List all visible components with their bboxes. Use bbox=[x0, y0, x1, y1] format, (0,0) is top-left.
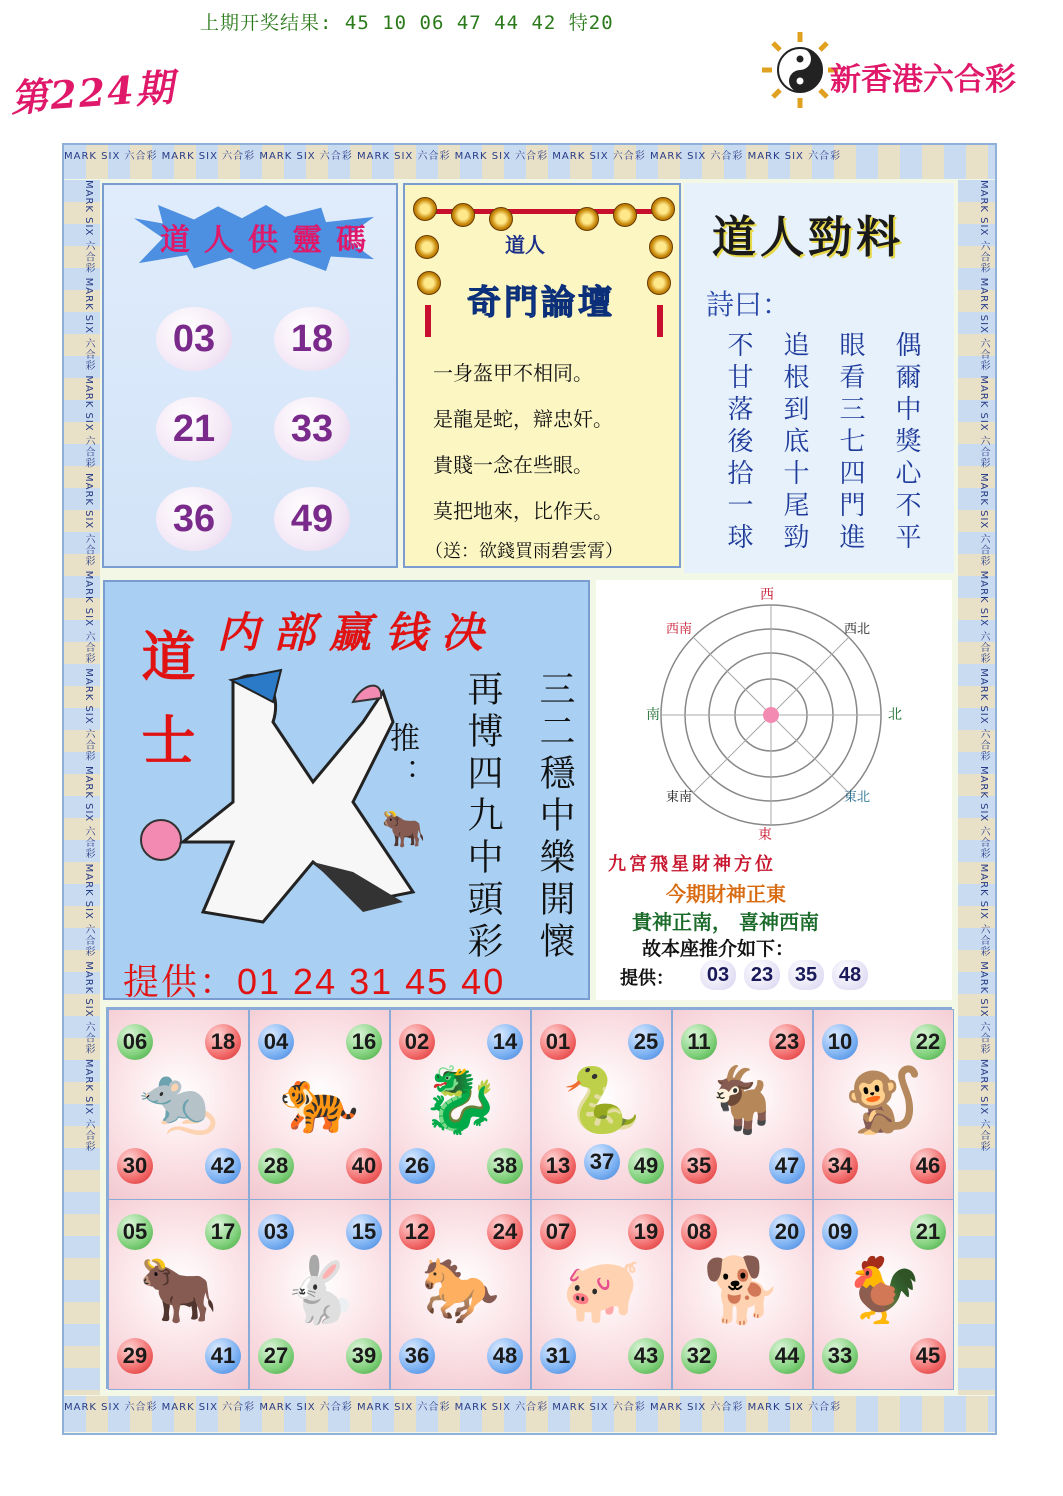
number-ball: 27 bbox=[258, 1338, 294, 1374]
zodiac-cell-dragon bbox=[390, 1009, 531, 1200]
number-ball: 23 bbox=[769, 1024, 805, 1060]
zodiac-cell-monkey bbox=[813, 1009, 954, 1200]
poem-line: 莫把地來，比作天。 bbox=[433, 499, 613, 523]
recommend-intro: 故本座推介如下： bbox=[642, 938, 795, 960]
number-ball: 32 bbox=[681, 1338, 717, 1374]
number-ball: 07 bbox=[540, 1214, 576, 1250]
number-ball: 46 bbox=[910, 1148, 946, 1184]
red-ribbon bbox=[425, 305, 431, 337]
direction-northwest: 西北 bbox=[844, 622, 871, 637]
number-ball: 37 bbox=[584, 1144, 620, 1180]
verse-column: 偶爾中獎心不平 bbox=[891, 331, 921, 555]
coin-icon bbox=[651, 197, 675, 221]
number-ball: 39 bbox=[346, 1338, 382, 1374]
verse-column: 不甘落後拾一球 bbox=[723, 331, 753, 555]
zodiac-cell-tiger bbox=[249, 1009, 390, 1200]
zodiac-cell-pig bbox=[531, 1199, 672, 1390]
ox-icon: 🐂 bbox=[138, 1254, 219, 1328]
rabbit-icon: 🐇 bbox=[279, 1254, 360, 1328]
recommended-number: 03 bbox=[700, 960, 736, 990]
last-draw-result: 上期开奖结果: 45 10 06 47 44 42 特20 bbox=[200, 12, 614, 34]
taoist-label: 道士 bbox=[133, 628, 197, 796]
number-ball: 20 bbox=[769, 1214, 805, 1250]
coin-icon bbox=[451, 203, 475, 227]
zodiac-cell-horse bbox=[390, 1199, 531, 1390]
number-ball: 10 bbox=[822, 1024, 858, 1060]
direction-west: 西 bbox=[760, 587, 774, 603]
forum-title: 奇門論壇 bbox=[467, 283, 615, 323]
forum-subtitle: 道人 bbox=[505, 233, 545, 257]
lucky-numbers-title bbox=[124, 199, 380, 279]
number-ball: 34 bbox=[822, 1148, 858, 1184]
border-top: MARK SIX 六合彩 MARK SIX 六合彩 MARK SIX 六合彩 MARK SIX 六合彩 MARK SIX 六合彩 MARK SIX 六合彩 MARK SIX 六合彩 MARK SIX 六合彩 bbox=[64, 145, 995, 179]
number-ball: 41 bbox=[205, 1338, 241, 1374]
coin-icon bbox=[417, 271, 441, 295]
goat-icon: 🐐 bbox=[702, 1064, 783, 1138]
number-ball: 14 bbox=[487, 1024, 523, 1060]
coin-icon bbox=[613, 203, 637, 227]
lucky-number: 21 bbox=[156, 397, 232, 461]
number-ball: 40 bbox=[346, 1148, 382, 1184]
secret-title: 内部赢钱决 bbox=[217, 608, 498, 657]
taoist-secret-panel bbox=[103, 580, 590, 1000]
number-ball: 15 bbox=[346, 1214, 382, 1250]
number-ball: 25 bbox=[628, 1024, 664, 1060]
coin-icon bbox=[489, 207, 513, 231]
number-ball: 04 bbox=[258, 1024, 294, 1060]
coin-icon bbox=[649, 235, 673, 259]
number-ball: 29 bbox=[117, 1338, 153, 1374]
number-ball: 13 bbox=[540, 1148, 576, 1184]
zodiac-cell-rabbit bbox=[249, 1199, 390, 1390]
number-ball: 47 bbox=[769, 1148, 805, 1184]
number-ball: 38 bbox=[487, 1148, 523, 1184]
dog-icon: 🐕 bbox=[702, 1254, 783, 1328]
snake-icon: 🐍 bbox=[561, 1064, 642, 1138]
daoren-tips-panel bbox=[684, 183, 954, 573]
number-ball: 02 bbox=[399, 1024, 435, 1060]
direction-northeast: 東北 bbox=[844, 790, 871, 805]
lucky-numbers-panel bbox=[102, 183, 398, 568]
number-ball: 49 bbox=[628, 1148, 664, 1184]
provide-label: 提供： bbox=[620, 968, 674, 989]
number-ball: 21 bbox=[910, 1214, 946, 1250]
direction-north: 北 bbox=[888, 707, 902, 723]
lucky-numbers-heading: 道人供靈碼 bbox=[160, 223, 380, 258]
lucky-number: 33 bbox=[274, 397, 350, 461]
border-right: MARK SIX 六合彩 MARK SIX 六合彩 MARK SIX 六合彩 MARK SIX 六合彩 MARK SIX 六合彩 MARK SIX 六合彩 MARK SIX 六合彩 MARK SIX 六合彩 MARK SIX 六合彩 MARK SIX 六合彩 bbox=[958, 180, 995, 1395]
lucky-number: 36 bbox=[156, 487, 232, 551]
poem-line: 一身盔甲不相同。 bbox=[433, 361, 593, 385]
number-ball: 12 bbox=[399, 1214, 435, 1250]
verse-column: 追根到底十尾勁 bbox=[779, 331, 809, 555]
recommended-number: 23 bbox=[744, 960, 780, 990]
number-ball: 24 bbox=[487, 1214, 523, 1250]
zodiac-cell-rat bbox=[108, 1009, 249, 1200]
issue-number: 第224期 bbox=[8, 64, 177, 121]
number-ball: 11 bbox=[681, 1024, 717, 1060]
zodiac-cell-dog bbox=[672, 1199, 813, 1390]
poem-intro: 詩曰： bbox=[706, 288, 791, 321]
direction-south: 南 bbox=[646, 707, 660, 723]
rooster-icon: 🐓 bbox=[843, 1254, 924, 1328]
zodiac-cell-rooster bbox=[813, 1199, 954, 1390]
verse-column: 三二穩中樂開懷 bbox=[534, 670, 575, 964]
red-ribbon bbox=[657, 305, 663, 337]
number-ball: 42 bbox=[205, 1148, 241, 1184]
number-ball: 17 bbox=[205, 1214, 241, 1250]
recommend-label: 推： bbox=[384, 722, 419, 794]
number-ball: 22 bbox=[910, 1024, 946, 1060]
zodiac-number-grid bbox=[106, 1007, 952, 1389]
compass-heading: 九宮飛星財神方位 bbox=[608, 854, 776, 875]
yin-yang-icon bbox=[760, 30, 840, 110]
zodiac-cell-ox bbox=[108, 1199, 249, 1390]
brand-name: 新香港六合彩 bbox=[830, 62, 1016, 98]
number-ball: 08 bbox=[681, 1214, 717, 1250]
zodiac-cell-snake bbox=[531, 1009, 672, 1200]
lucky-number: 49 bbox=[274, 487, 350, 551]
pig-icon: 🐖 bbox=[561, 1254, 642, 1328]
lucky-number: 03 bbox=[156, 307, 232, 371]
number-ball: 48 bbox=[487, 1338, 523, 1374]
direction-southeast: 東南 bbox=[666, 790, 693, 805]
coin-icon bbox=[647, 271, 671, 295]
number-ball: 26 bbox=[399, 1148, 435, 1184]
monkey-icon: 🐒 bbox=[843, 1064, 924, 1138]
tiger-icon: 🐅 bbox=[279, 1064, 360, 1138]
direction-east: 東 bbox=[758, 827, 772, 843]
coin-icon bbox=[575, 207, 599, 231]
number-ball: 16 bbox=[346, 1024, 382, 1060]
poem-line: 貴賤一念在些眼。 bbox=[433, 453, 593, 477]
rat-icon: 🐀 bbox=[138, 1064, 219, 1138]
number-ball: 30 bbox=[117, 1148, 153, 1184]
number-ball: 33 bbox=[822, 1338, 858, 1374]
number-ball: 36 bbox=[399, 1338, 435, 1374]
number-ball: 05 bbox=[117, 1214, 153, 1250]
lucky-number: 18 bbox=[274, 307, 350, 371]
number-ball: 06 bbox=[117, 1024, 153, 1060]
forum-poem-panel bbox=[403, 183, 681, 568]
brand-logo bbox=[760, 30, 1050, 110]
border-left: MARK SIX 六合彩 MARK SIX 六合彩 MARK SIX 六合彩 MARK SIX 六合彩 MARK SIX 六合彩 MARK SIX 六合彩 MARK SIX 六合彩 MARK SIX 六合彩 MARK SIX 六合彩 MARK SIX 六合彩 bbox=[64, 180, 100, 1395]
number-ball: 31 bbox=[540, 1338, 576, 1374]
number-ball: 43 bbox=[628, 1338, 664, 1374]
number-ball: 18 bbox=[205, 1024, 241, 1060]
poem-sender: （送：欲錢買雨碧雲霄） bbox=[425, 541, 623, 562]
provided-numbers: 提供：01 24 31 45 40 bbox=[123, 961, 506, 1002]
border-bottom: MARK SIX 六合彩 MARK SIX 六合彩 MARK SIX 六合彩 MARK SIX 六合彩 MARK SIX 六合彩 MARK SIX 六合彩 MARK SIX 六合彩 MARK SIX 六合彩 bbox=[64, 1396, 995, 1432]
noble-joy-direction: 貴神正南， 喜神西南 bbox=[632, 910, 819, 934]
verse-column: 再博四九中頭彩 bbox=[462, 670, 503, 964]
dragon-icon: 🐉 bbox=[420, 1064, 501, 1138]
wealth-god-direction: 今期財神正東 bbox=[666, 882, 786, 906]
number-ball: 44 bbox=[769, 1338, 805, 1374]
horse-icon: 🐎 bbox=[420, 1254, 501, 1328]
number-ball: 28 bbox=[258, 1148, 294, 1184]
direction-southwest: 西南 bbox=[666, 622, 693, 637]
recommended-number: 35 bbox=[788, 960, 824, 990]
number-ball: 01 bbox=[540, 1024, 576, 1060]
number-ball: 03 bbox=[258, 1214, 294, 1250]
poem-line: 是龍是蛇，辯忠奸。 bbox=[433, 407, 613, 431]
coin-icon bbox=[413, 197, 437, 221]
zodiac-cell-goat bbox=[672, 1009, 813, 1200]
daoren-tips-title: 道人勁料 bbox=[712, 212, 904, 263]
number-ball: 45 bbox=[910, 1338, 946, 1374]
number-ball: 19 bbox=[628, 1214, 664, 1250]
coin-icon bbox=[415, 235, 439, 259]
number-ball: 09 bbox=[822, 1214, 858, 1250]
number-ball: 35 bbox=[681, 1148, 717, 1184]
verse-column: 眼看三七四門進 bbox=[835, 331, 865, 555]
recommended-number: 48 bbox=[832, 960, 868, 990]
ox-icon: 🐂 bbox=[381, 809, 426, 850]
wealth-god-compass-panel bbox=[596, 580, 952, 1000]
